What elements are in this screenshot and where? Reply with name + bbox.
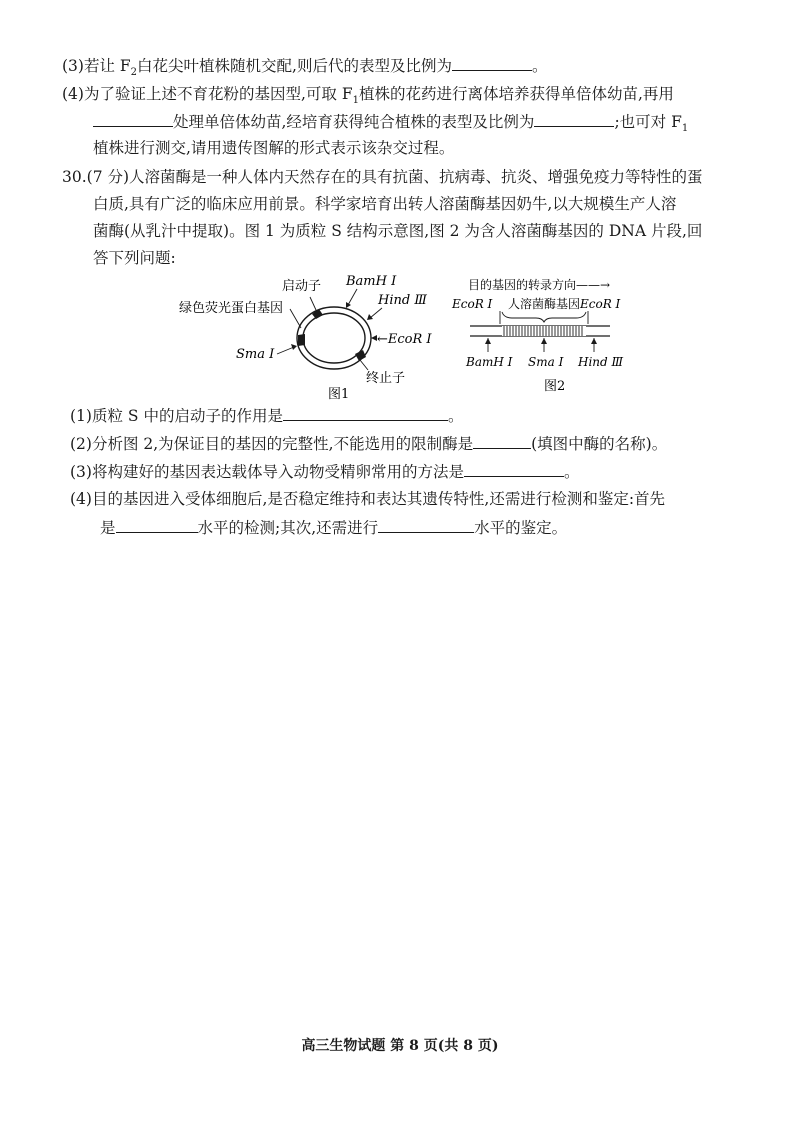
sma-arrowhead	[291, 344, 297, 350]
punctuation: 。	[447, 407, 464, 425]
question-30-line-2	[93, 193, 676, 215]
question-4-line-3	[93, 137, 454, 159]
question-points: (7 分)	[86, 168, 130, 186]
gfp-leader	[290, 309, 301, 328]
question-text: 分析图 2,为保证目的基因的完整性,不能选用的限制酶是	[91, 435, 474, 453]
figure-2-caption: 图2	[544, 379, 566, 394]
question-number: (4)	[70, 490, 92, 508]
answer-blank[interactable]	[534, 110, 614, 127]
terminator-label: 终止子	[366, 371, 406, 386]
promoter-label: 启动子	[282, 279, 322, 294]
hind-arrowhead	[367, 314, 373, 320]
punctuation: 。	[531, 57, 548, 75]
subscript: 1	[352, 95, 359, 107]
terminator-block	[355, 350, 366, 361]
question-number: 30.	[62, 168, 87, 186]
subquestion-1	[70, 404, 463, 427]
question-text: 将构建好的基因表达载体导入动物受精卵常用的方法是	[91, 463, 464, 481]
figure-1-caption: 图1	[328, 387, 350, 402]
answer-blank[interactable]	[93, 110, 173, 127]
question-text: 菌酶(从乳汁中提取)。图 1 为质粒 S 结构示意图,图 2 为含人溶菌酶基因的 DNA 片段,回	[93, 222, 703, 240]
sma-label: Sma I	[236, 347, 275, 362]
ecor-left-label: EcoR I	[452, 297, 493, 311]
promoter-block	[312, 309, 323, 319]
bamh-arrowhead	[485, 338, 491, 344]
gfp-gene-block	[298, 334, 305, 346]
figure-1-plasmid	[170, 272, 460, 402]
question-text: 若让 F	[83, 57, 131, 75]
question-4-line-2	[93, 110, 688, 140]
question-text: 植株的花药进行离体培养获得单倍体幼苗,再用	[358, 85, 674, 103]
question-text: 白花尖叶植株随机交配,则后代的表型及比例为	[137, 57, 452, 75]
hind-arrowhead	[591, 338, 597, 344]
bamh-label: BamH I	[466, 355, 513, 369]
question-text: 目的基因进入受体细胞后,是否稳定维持和表达其遗传特性,还需进行检测和鉴定:首先	[91, 490, 666, 508]
subquestion-2	[70, 432, 667, 455]
answer-blank[interactable]	[464, 460, 564, 477]
question-text: 水平的鉴定。	[474, 519, 568, 537]
hind-arrow	[370, 308, 382, 318]
bamh-arrowhead	[346, 302, 351, 308]
question-text: 处理单倍体幼苗,经培育获得纯合植株的表型及比例为	[173, 113, 535, 131]
question-3	[62, 54, 547, 84]
page-footer: 高三生物试题 第 8 页(共 8 页)	[301, 1038, 499, 1054]
subquestion-4-line-1	[70, 488, 665, 510]
question-30-line-4	[93, 247, 176, 269]
question-number: (1)	[70, 407, 92, 425]
terminator-leader	[360, 360, 368, 370]
question-text: 白质,具有广泛的临床应用前景。科学家培育出转人溶菌酶基因奶牛,以大规模生产人溶	[93, 195, 677, 213]
bamh-label: BamH I	[346, 274, 397, 289]
gene-region	[502, 326, 586, 336]
punctuation: 。	[563, 463, 580, 481]
question-30-line-3	[93, 220, 702, 242]
gene-label: 人溶菌酶基因	[508, 297, 581, 311]
subscript: 2	[130, 67, 138, 79]
sma-label: Sma I	[528, 355, 564, 369]
question-4-line-1	[62, 83, 674, 112]
subquestion-4-line-2	[100, 516, 567, 539]
question-text: 水平的检测;其次,还需进行	[197, 519, 379, 537]
question-text: 植株进行测交,请用遗传图解的形式表示该杂交过程。	[93, 139, 455, 157]
question-text: 质粒 S 中的启动子的作用是	[91, 407, 283, 425]
question-text: 人溶菌酶是一种人体内天然存在的具有抗菌、抗病毒、抗炎、增强免疫力等特性的蛋	[129, 168, 703, 186]
answer-blank[interactable]	[283, 404, 448, 421]
question-30-line-1	[62, 166, 703, 188]
transcription-direction-label: 目的基因的转录方向——→	[468, 278, 611, 292]
question-number: (3)	[62, 57, 84, 75]
subscript: 1	[681, 123, 689, 135]
answer-blank[interactable]	[378, 516, 474, 533]
question-text: ;也可对 F	[614, 113, 682, 131]
hind-label: Hind Ⅲ	[578, 355, 624, 369]
question-text: (填图中酶的名称)。	[531, 435, 668, 453]
figure-2-dna-fragment	[452, 272, 650, 402]
gene-bracket	[502, 312, 586, 322]
question-text: 是	[100, 519, 116, 537]
question-number: (4)	[62, 85, 84, 103]
answer-blank[interactable]	[116, 516, 198, 533]
ecor-label: ←EcoR I	[377, 332, 432, 347]
promoter-leader	[310, 297, 316, 310]
answer-blank[interactable]	[452, 54, 532, 71]
question-number: (3)	[70, 463, 92, 481]
answer-blank[interactable]	[473, 432, 531, 449]
plasmid-inner-ring	[303, 313, 365, 363]
question-text: 答下列问题:	[93, 249, 176, 267]
subquestion-3	[70, 460, 580, 483]
question-number: (2)	[70, 435, 92, 453]
bamh-arrow	[348, 289, 357, 305]
hind-label: Hind Ⅲ	[378, 293, 427, 308]
sma-arrow	[277, 347, 294, 354]
gfp-label: 绿色荧光蛋白基因	[179, 301, 284, 316]
sma-arrowhead	[541, 338, 547, 344]
ecor-right-label: EcoR I	[580, 297, 621, 311]
question-text: 为了验证上述不育花粉的基因型,可取 F	[83, 85, 353, 103]
